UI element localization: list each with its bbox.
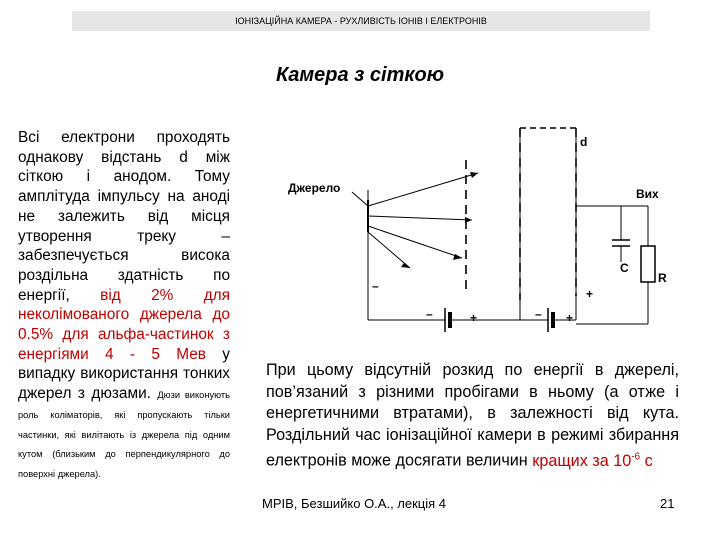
red-exponent: -6 [631,451,641,463]
left-paragraph-end: у випадку використання тонких джерел з дюзами. [18,345,230,403]
resistor [641,246,655,282]
right-paragraph: При цьому відсутній розкид по енергії в джерелі, пов’язаний з різними пробігами в ньому (а отже і енергетичними втратами), в залежності від кута. Роздільний час іонізаційної камери в режимі збирання електронів може досягати величин [266,361,679,470]
left-red-text: від 2% для неколімованого джерела до 0.5% для альфа-частинок з енергіями 4 - 5 Мев [18,286,230,363]
label-plus-2: + [470,311,478,325]
label-resistor: R [658,271,667,285]
footer-page: 21 [660,496,675,511]
red-base: кращих за 10 [532,451,632,470]
header-title: ІОНІЗАЦІЙНА КАМЕРА - РУХЛИВІСТЬ ІОНІВ І ЕЛЕКТРОНІВ [235,16,487,26]
label-minus-1: – [372,279,379,293]
track-1-arrow [470,172,478,178]
label-d: d [580,135,588,149]
left-small-note: Дюзи виконують роль коліматорів, які пропускають тільки частинки, які вилітають із джерела під одним кутом (близьким до перпендикулярного до поверхні джерела). [18,390,230,479]
label-minus-2: – [426,307,433,321]
track-2 [368,216,472,220]
track-1 [368,173,478,206]
slide-title: Камера з сіткою [275,64,445,86]
label-output: Вих [636,187,659,201]
label-plus-1: + [586,287,594,301]
source-pointer [352,192,368,206]
track-2-arrow [465,217,472,223]
track-3 [368,226,462,258]
label-capacitor: C [620,261,629,275]
label-plus-3: + [566,311,574,325]
left-paragraph: Всі електрони проходять однакову відстань d між сіткою і анодом. Тому амплітуда імпульсу на аноді не залежить від місця утворення треку – забезпечується висока роздільна здатність по енергії, [18,129,230,304]
label-source: Джерело [288,181,341,195]
track-4 [368,232,410,268]
red-unit: с [640,451,653,470]
label-minus-3: – [535,307,542,321]
footer-author: МРІВ, Безшийко О.А., лекція 4 [262,496,447,511]
